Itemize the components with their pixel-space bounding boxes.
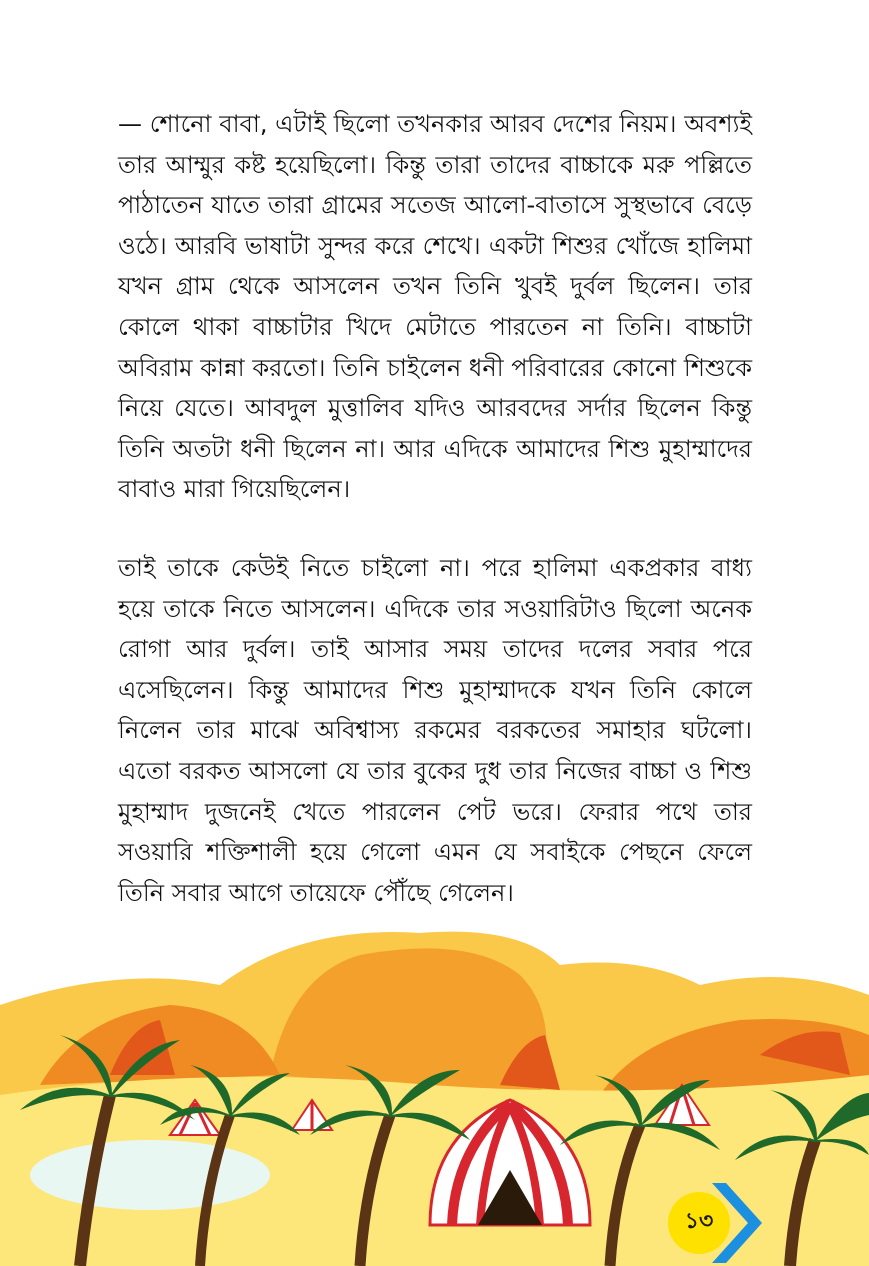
oasis-pond (30, 1140, 270, 1210)
paragraph-2: তাই তাকে কেউই নিতে চাইলো না। পরে হালিমা একপ্রকার বাধ্য হয়ে তাকে নিতে আসলেন। এদিকে তার সওয়ারিটাও ছিলো অনেক রোগা আর দুর্বল। তাই আসার সময় তাদের দলের সবার পরে এসেছিলেন। কিন্তু আমাদের শিশু মুহাম্মাদকে যখন তিনি কোলে নিলেন তার মাঝে অবিশ্বাস্য রকমের বরকতের সমাহার ঘটলো। এতো বরকত আসলো যে তার বুকের দুধ তার নিজের বাচ্চা ও শিশু মুহাম্মাদ দুজনেই খেতে পারলেন পেট ভরে। ফেরার পথে তার সওয়ারি শক্তিশালী হয়ে গেলো এমন যে সবাইকে পেছনে ফেলে তিনি সবার আগে তায়েফে পৌঁছে গেলেন। (118, 554, 752, 907)
paragraph-1: — শোনো বাবা, এটাই ছিলো তখনকার আরব দেশের নিয়ম। অবশ্যই তার আম্মুর কষ্ট হয়েছিলো। কিন্তু তারা তাদের বাচ্চাকে মরু পল্লিতে পাঠাতেন যাতে তারা গ্রামের সতেজ আলো-বাতাসে সুস্থভাবে বেড়ে ওঠে। আরবি ভাষাটা সুন্দর করে শেখে। একটা শিশুর খোঁজে হালিমা যখন গ্রাম থেকে আসলেন তখন তিনি খুবই দুর্বল ছিলেন। তার কোলে থাকা বাচ্চাটার খিদে মেটাতে পারতেন না তিনি। বাচ্চাটা অবিরাম কান্না করতো। তিনি চাইলেন ধনী পরিবারের কোনো শিশুকে নিয়ে যেতে। আবদুল মুত্তালিব যদিও আরবদের সর্দার ছিলেন কিন্তু তিনি অতটা ধনী ছিলেন না। আর এদিকে আমাদের শিশু মুহাম্মাদের বাবাও মারা গিয়েছিলেন। (118, 110, 752, 504)
desert-oasis-illustration (0, 925, 869, 1266)
page-number: ১৩ (684, 1208, 714, 1234)
